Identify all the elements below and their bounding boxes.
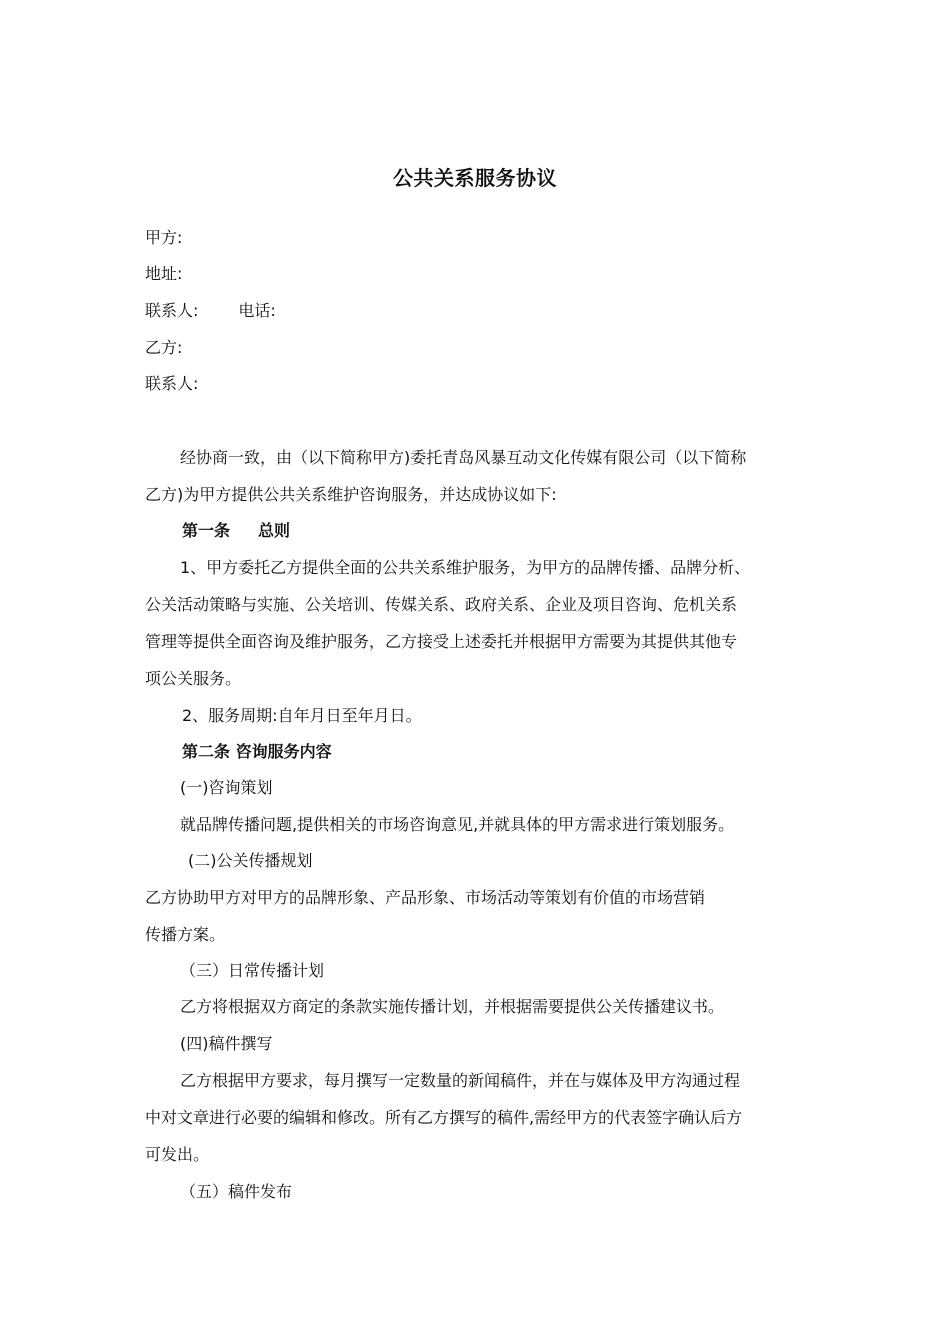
contact-b-field: 联系人:	[145, 374, 199, 393]
party-b-field: 乙方:	[145, 338, 183, 357]
address-field: 地址:	[145, 264, 183, 283]
section-body-line: 就品牌传播问题,提供相关的市场咨询意见,并就具体的甲方需求进行策划服务。	[180, 815, 735, 834]
section-heading: (一)咨询策划	[180, 778, 273, 797]
contact-a-field: 联系人:	[145, 301, 199, 320]
section-heading: (四)稿件撰写	[180, 1034, 273, 1053]
party-a-field: 甲方:	[145, 228, 183, 247]
section-body-line: 传播方案。	[145, 925, 226, 944]
article1-number: 第一条	[182, 521, 231, 540]
intro-line: 乙方)为甲方提供公共关系维护咨询服务，并达成协议如下:	[145, 485, 557, 504]
contact-phone-row	[145, 301, 810, 321]
section-heading: (二)公关传播规划	[188, 851, 313, 870]
phone-field: 电话:	[238, 301, 276, 320]
section-body-line: 乙方协助甲方对甲方的品牌形象、产品形象、市场活动等策划有价值的市场营销	[145, 888, 706, 907]
section-body-line: 中对文章进行必要的编辑和修改。所有乙方撰写的稿件,需经甲方的代表签字确认后方	[145, 1108, 743, 1127]
section-body-line: 可发出。	[145, 1145, 210, 1164]
clause1-line: 1、甲方委托乙方提供全面的公共关系维护服务，为甲方的品牌传播、品牌分析、	[180, 558, 751, 577]
section-body-line: 乙方将根据双方商定的条款实施传播计划，并根据需要提供公关传播建议书。	[180, 997, 725, 1016]
clause2-line: 2、服务周期:自年月日至年月日。	[182, 706, 422, 725]
article1-title: 总则	[258, 521, 291, 540]
section-body-line: 乙方根据甲方要求，每月撰写一定数量的新闻稿件，并在与媒体及甲方沟通过程	[180, 1071, 741, 1090]
article2-heading: 第二条 咨询服务内容	[182, 742, 332, 761]
clause1-line: 公关活动策略与实施、公关培训、传媒关系、政府关系、企业及项目咨询、危机关系	[145, 595, 738, 614]
document-title: 公共关系服务协议	[393, 166, 557, 190]
section-heading: （三）日常传播计划	[180, 961, 325, 980]
clause1-line: 管理等提供全面咨询及维护服务，乙方接受上述委托并根据甲方需要为其提供其他专	[145, 632, 738, 651]
clause1-line: 项公关服务。	[145, 669, 242, 688]
section-heading: （五）稿件发布	[180, 1182, 293, 1201]
article1-heading	[145, 521, 810, 541]
intro-line: 经协商一致，由（以下简称甲方)委托青岛风暴互动文化传媒有限公司（以下简称	[180, 448, 747, 467]
